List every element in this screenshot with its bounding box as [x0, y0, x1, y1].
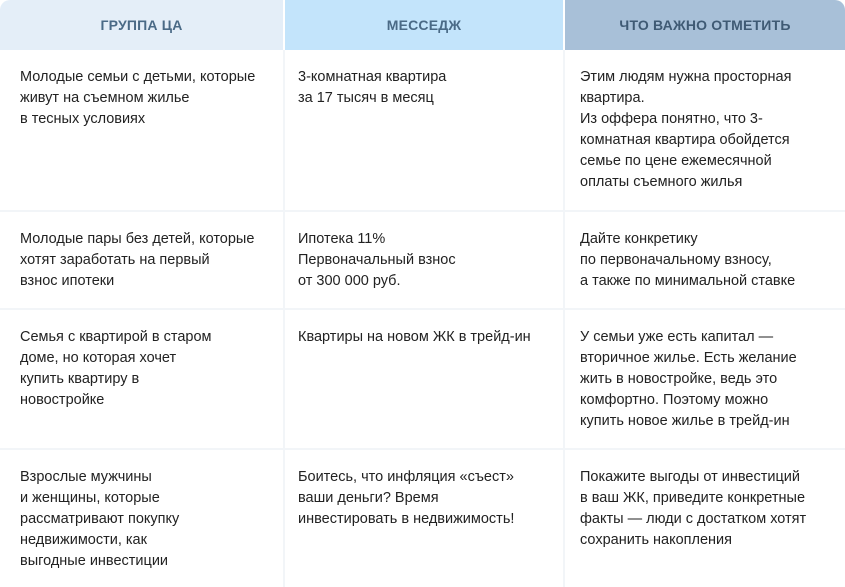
cell-audience: Молодые пары без детей, которые хотят заработать на первый взнос ипотеки	[20, 231, 255, 289]
cell-message: Квартиры на новом ЖК в трейд-ин	[298, 329, 531, 345]
cell-message: Ипотека 11% Первоначальный взнос от 300 000 руб.	[298, 231, 456, 289]
cell-notes: У семьи уже есть капитал — вторичное жилье. Есть желание жить в новостройке, ведь это комфортно. Поэтому можно купить новое жилье в трейд-ин	[580, 329, 797, 429]
table-row	[0, 50, 845, 212]
header-audience: ГРУППА ЦА	[0, 0, 283, 50]
cell-audience: Взрослые мужчины и женщины, которые рассматривают покупку недвижимости, как выгодные инвестиции	[20, 469, 180, 569]
table-row	[0, 450, 845, 587]
cell-audience: Молодые семьи с детьми, которые живут на съемном жилье в тесных условиях	[20, 69, 256, 127]
cell-message: 3-комнатная квартира за 17 тысяч в месяц	[298, 69, 447, 106]
cell-audience: Семья с квартирой в старом доме, но которая хочет купить квартиру в новостройке	[20, 329, 212, 408]
table-header	[0, 0, 845, 50]
table-row	[0, 212, 845, 310]
cell-notes: Покажите выгоды от инвестиций в ваш ЖК, приведите конкретные факты — люди с достатком хотят сохранить накопления	[580, 469, 807, 548]
cell-message: Боитесь, что инфляция «съест» ваши деньги? Время инвестировать в недвижимость!	[298, 469, 515, 527]
header-message: МЕССЕДЖ	[285, 0, 563, 50]
header-notes: ЧТО ВАЖНО ОТМЕТИТЬ	[565, 0, 845, 50]
cell-notes: Этим людям нужна просторная квартира. Из оффера понятно, что 3- комнатная квартира обойдется семье по цене ежемесячной оплаты съемного жилья	[580, 69, 792, 190]
table-row	[0, 310, 845, 450]
cell-notes: Дайте конкретику по первоначальному взносу, а также по минимальной ставке	[580, 231, 796, 289]
